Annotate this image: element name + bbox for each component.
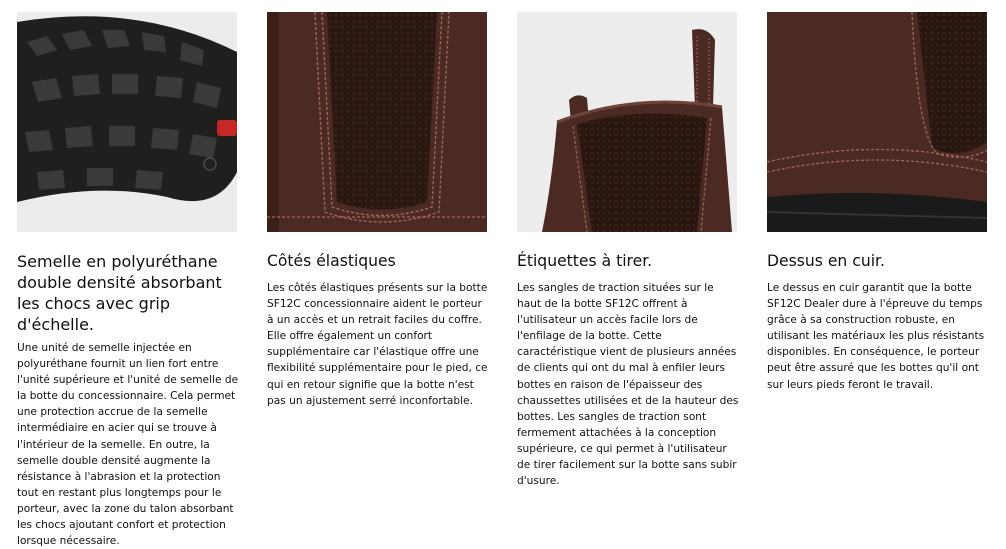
feature-description: Une unité de semelle injectée en polyuréthane fournit un lien fort entre l'unité supérieure et l'unité de semelle de la botte du concessionnaire. Cela permet une protection accrue de la semelle intermédiaire en acier qui se trouve à l'intérieur de la semelle. En outre, la semelle double densité augmente la résistance à l'abrasion et la protection tout en restant plus longtemps pour le porteur, avec la zone du talon absorbant les chocs ajoutant confort et protection lorsque nécessaire. — [17, 342, 239, 548]
pull-tab-image — [517, 12, 737, 232]
elastic-side-illustration — [267, 12, 487, 232]
feature-card-leather — [767, 12, 989, 393]
elastic-side-image — [267, 12, 487, 232]
leather-upper-image — [767, 12, 987, 232]
leather-upper-illustration — [767, 12, 987, 232]
feature-description: Les sangles de traction situées sur le haut de la botte SF12C offrent à l'utilisateur un accès facile lors de l'enfilage de la botte. Cette caractéristique vient de plusieurs années de clients qui ont du mal à enfiler leurs bottes en raison de l'épaisseur des chaussettes utilisées et de la hauteur des bottes. Les sangles de traction sont fermement attachées à la conception supérieure, ce qui permet à l'utilisateur de tirer facilement sur la botte sans subir d'usure. — [517, 282, 739, 488]
feature-card-sole — [17, 12, 239, 549]
feature-title: Dessus en cuir. — [767, 252, 885, 270]
feature-description: Le dessus en cuir garantit que la botte SF12C Dealer dure à l'épreuve du temps grâce à sa construction robuste, en utilisant les matériaux les plus résistants disponibles. En conséquence, le porteur peut être assuré que les bottes qu'il ont sur leurs pieds feront le travail. — [767, 282, 985, 391]
sole-tread-image — [17, 12, 237, 232]
sole-tread-illustration — [17, 12, 237, 232]
feature-card-elastic — [267, 12, 489, 409]
pull-tab-illustration — [517, 12, 737, 232]
feature-card-pull-tab — [517, 12, 739, 489]
feature-title: Étiquettes à tirer. — [517, 252, 653, 270]
feature-description: Les côtés élastiques présents sur la botte SF12C concessionnaire aident le porteur à un accès et un retrait faciles du coffre. Elle offre également un confort supplémentaire car l'élastique offre une flexibilité supplémentaire pour le pied, ce qui en retour signifie que la botte n'est pas un ajustement serré inconfortable. — [267, 282, 488, 407]
feature-title: Semelle en polyuréthane double densité absorbant les chocs avec grip d'échelle. — [17, 252, 222, 334]
feature-title: Côtés élastiques — [267, 252, 396, 270]
